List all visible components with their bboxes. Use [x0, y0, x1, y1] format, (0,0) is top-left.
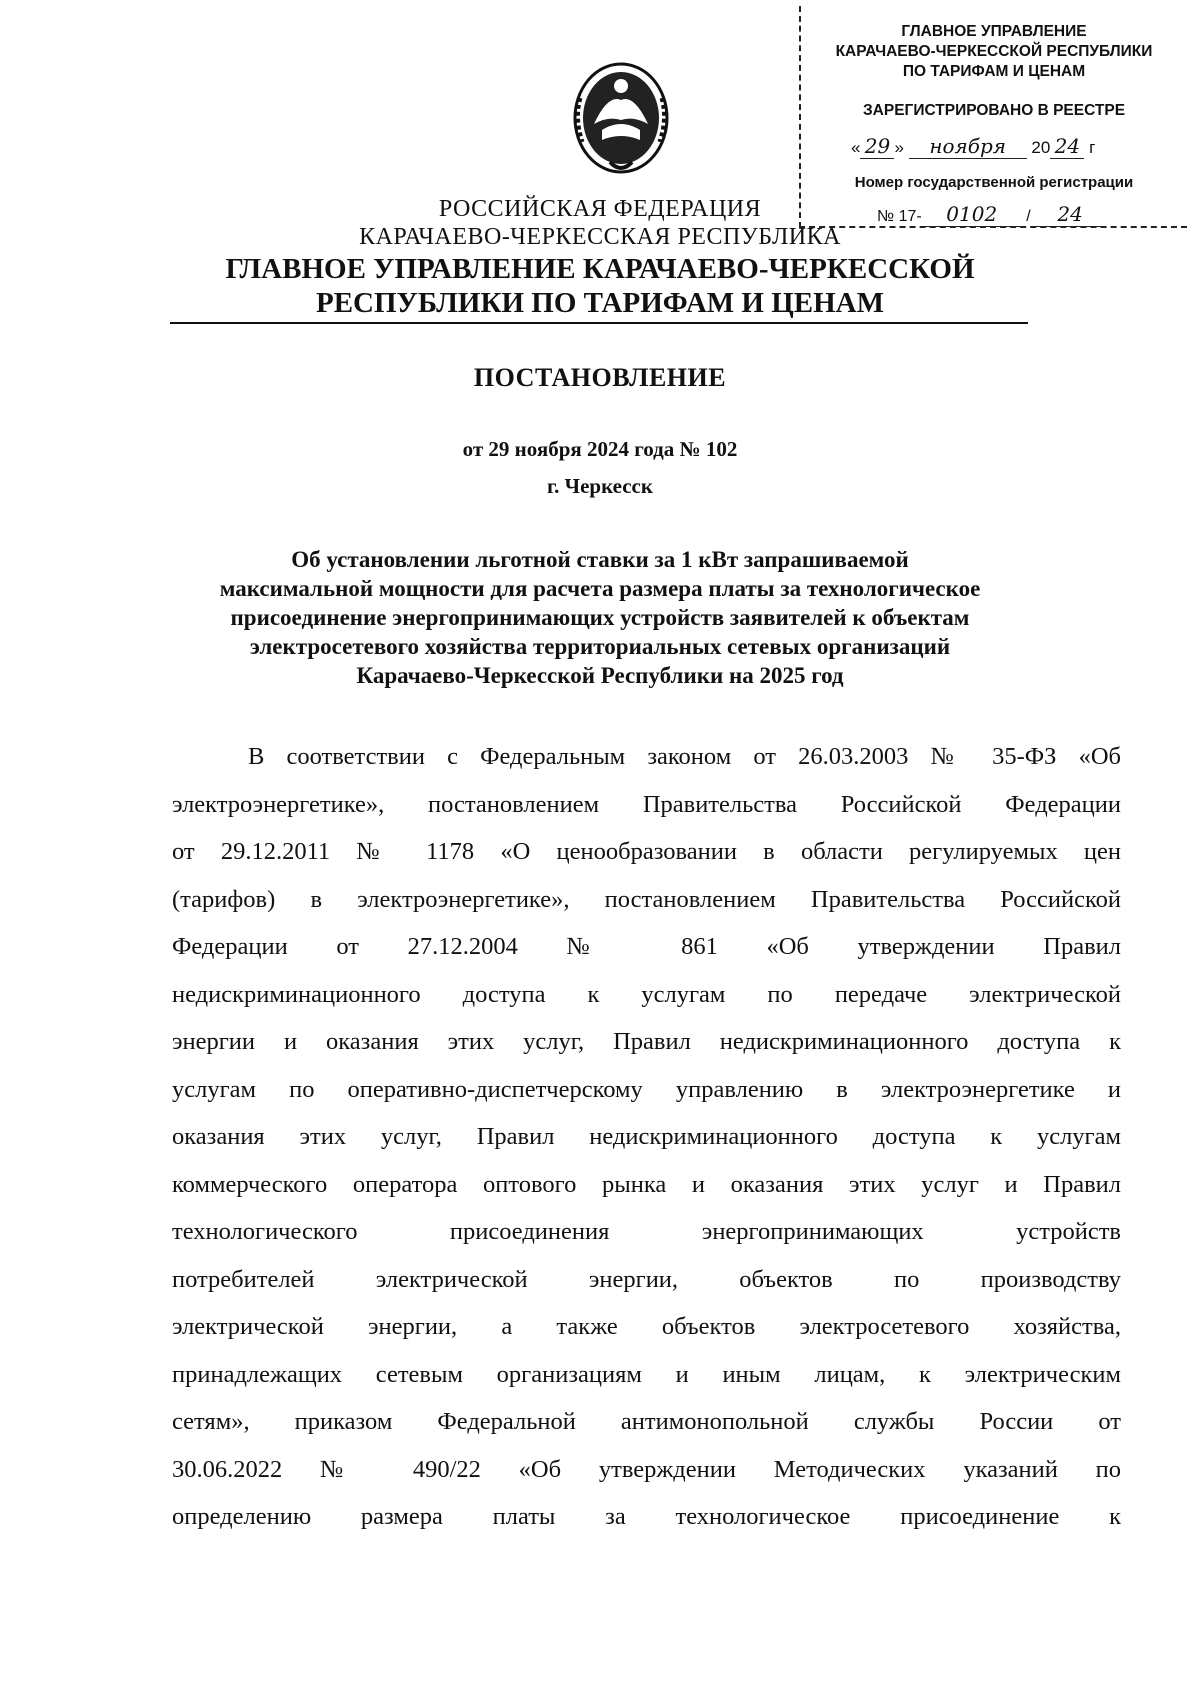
stamp-registered-label: ЗАРЕГИСТРИРОВАНО В РЕЕСТРЕ — [862, 102, 1126, 119]
body-line: коммерческого оператора оптового рынка и оказания этих услуг и Правил — [172, 1170, 1121, 1198]
stamp-organization — [801, 22, 1187, 82]
body-line: определению размера платы за технологическое присоединение к — [172, 1503, 1121, 1530]
body-line: от 29.12.2011 № 1178 «О ценообразовании в области регулируемых цен — [172, 838, 1121, 865]
body-line: услугам по оперативно-диспетчерскому управлению в электроэнергетике и — [172, 1075, 1121, 1103]
body-line: сетям», приказом Федеральной антимонопольной службы России от — [172, 1408, 1121, 1435]
stamp-year-unit: г — [1089, 138, 1096, 157]
document-body — [172, 733, 1121, 1541]
stamp-month: ноября — [909, 134, 1027, 159]
document-subject — [0, 545, 1200, 690]
body-line: электроэнергетике», постановлением Правительства Российской Федерации — [172, 790, 1121, 818]
body-line: недискриминационного доступа к услугам по передаче электрической — [172, 980, 1121, 1008]
stamp-year: 24 — [1050, 134, 1084, 159]
body-line: (тарифов) в электроэнергетике», постановлением Правительства Российской — [172, 885, 1121, 913]
stamp-number-value: 0102 — [922, 202, 1022, 227]
stamp-date: « 29 » ноября 20 24 г — [851, 134, 1096, 158]
body-line: принадлежащих сетевым организациям и иным лицам, к электрическим — [172, 1360, 1121, 1388]
body-line: электрической энергии, а также объектов электросетевого хозяйства, — [172, 1313, 1121, 1340]
stamp-number-prefix: № 17- — [877, 208, 922, 225]
body-line: энергии и оказания этих услуг, Правил недискриминационного доступа к — [172, 1028, 1121, 1055]
subject-line: Об установлении льготной ставки за 1 кВт запрашиваемой — [291, 547, 909, 572]
body-line: оказания этих услуг, Правил недискриминационного доступа к услугам — [172, 1123, 1121, 1150]
subject-line: максимальной мощности для расчета размера платы за технологическое — [219, 576, 981, 601]
header-divider — [170, 322, 1028, 324]
stamp-org-line: КАРАЧАЕВО-ЧЕРКЕССКОЙ РЕСПУБЛИКИ — [835, 43, 1153, 60]
body-line: технологического присоединения энергопринимающих устройств — [172, 1218, 1121, 1245]
coat-of-arms-emblem — [570, 58, 672, 178]
body-line: потребителей электрической энергии, объектов по производству — [172, 1265, 1121, 1293]
subject-line: Карачаево-Черкесской Республики на 2025 год — [356, 663, 844, 688]
document-date-number: от 29 ноября 2024 года № 102 — [462, 437, 738, 461]
organization-name-line: ГЛАВНОЕ УПРАВЛЕНИЕ КАРАЧАЕВО-ЧЕРКЕССКОЙ — [225, 253, 975, 285]
body-line: В соответствии с Федеральным законом от 26.03.2003 № 35-ФЗ «Об — [248, 743, 1121, 770]
stamp-day: 29 — [860, 134, 894, 159]
stamp-number-label: Номер государственной регистрации — [854, 174, 1134, 191]
organization-name — [0, 252, 1200, 320]
country-name: РОССИЙСКАЯ ФЕДЕРАЦИЯ — [438, 196, 762, 222]
stamp-number: № 17- 0102 / 24 — [877, 202, 1177, 228]
document-type: ПОСТАНОВЛЕНИЕ — [473, 363, 727, 392]
republic-name: КАРАЧАЕВО-ЧЕРКЕССКАЯ РЕСПУБЛИКА — [359, 224, 841, 250]
stamp-org-line: ГЛАВНОЕ УПРАВЛЕНИЕ — [901, 23, 1087, 40]
stamp-number-year: 24 — [1035, 202, 1105, 227]
subject-line: электросетевого хозяйства территориальных сетевых организаций — [249, 634, 951, 659]
subject-line: присоединение энергопринимающих устройств заявителей к объектам — [230, 605, 970, 630]
body-line: 30.06.2022 № 490/22 «Об утверждении Методических указаний по — [172, 1455, 1121, 1483]
document-city: г. Черкесск — [547, 474, 653, 498]
registration-stamp — [799, 6, 1187, 228]
stamp-org-line: ПО ТАРИФАМ И ЦЕНАМ — [902, 63, 1086, 80]
body-line: Федерации от 27.12.2004 № 861 «Об утверждении Правил — [172, 933, 1121, 960]
stamp-year-prefix: 20 — [1031, 138, 1051, 157]
organization-name-line: РЕСПУБЛИКИ ПО ТАРИФАМ И ЦЕНАМ — [316, 287, 884, 319]
